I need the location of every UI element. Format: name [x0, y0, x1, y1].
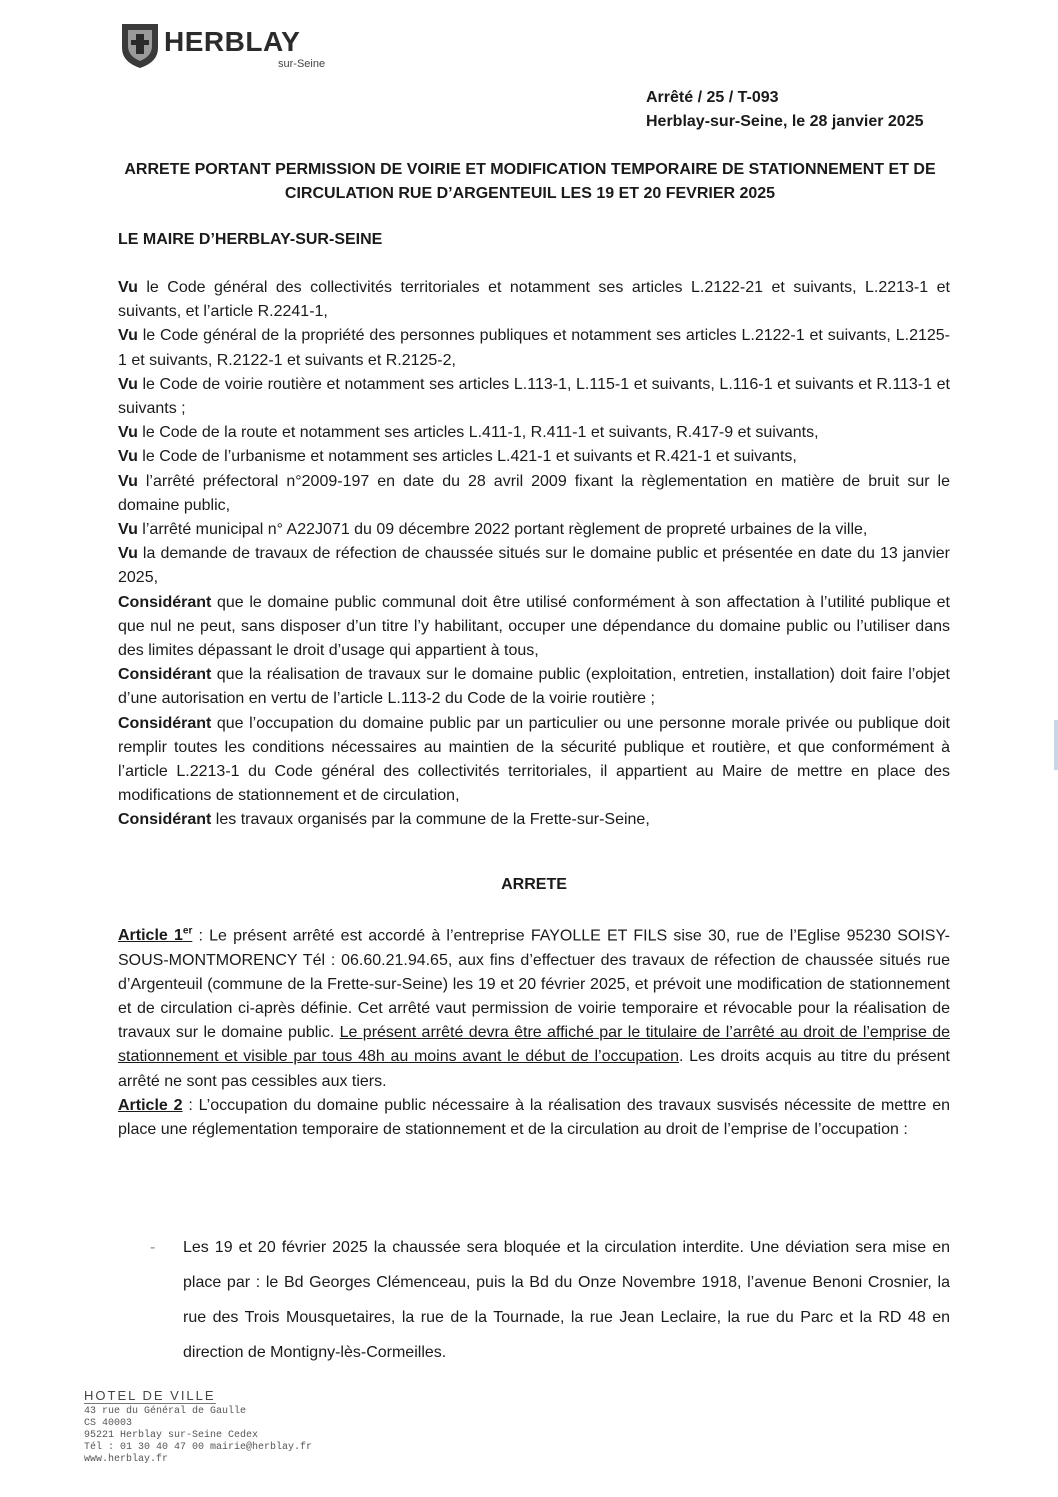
article-2: Article 2 : L’occupation du domaine public nécessaire à la réalisation des travaux susvisés nécessite de mettre en place une réglementation temporaire de stationnement et de la circulation au droit de l’emprise de l’occupation :: [118, 1096, 951, 1138]
footer-line: 43 rue du Général de Gaulle: [84, 1406, 247, 1417]
consideration-item: Considérant les travaux organisés par la commune de la Frette-sur-Seine,: [118, 811, 650, 829]
display-obligation-text: Le présent arrêté devra être affiché par le titulaire de l’arrêté au droit de l’emprise de stationnement et visible par tous 48h au moins avant le début de l’occupation: [118, 1024, 951, 1066]
herblay-logo: [118, 20, 338, 72]
consideration-item: Vu le Code général des collectivités territoriales et notamment ses articles L.2122-21 et suivants, L.2213-1 et suivants, et l’article R.2241-1,: [118, 279, 950, 321]
document-title: [110, 158, 950, 206]
title-line-1: ARRETE PORTANT PERMISSION DE VOIRIE ET MODIFICATION TEMPORAIRE DE STATIONNEMENT ET DE: [124, 161, 936, 178]
consideration-item: Vu l’arrêté municipal n° A22J071 du 09 décembre 2022 portant règlement de propreté urbaines de la ville,: [118, 521, 868, 539]
document-reference-block: [646, 86, 923, 134]
logo-name: HERBLAY: [164, 26, 301, 57]
detour-bullet: [150, 1230, 950, 1370]
article-1: Article 1er : Le présent arrêté est accordé à l’entreprise FAYOLLE ET FILS sise 30, rue de l’Eglise 95230 SOISY-SOUS-MONTMORENCY Tél : 06.60.21.94.65, aux fins d’effectuer des travaux de réfection de chaussée situés rue d’Argenteuil (commune de la Frette-sur-Seine) les 19 et 20 février 2025, et prévoit une modification de stationnement et de circulation ci-après définie. Cet arrêté vaut permission de voirie temporaire et révocable pour la réalisation de travaux sur le domaine public. Le présent arrêté devra être affiché par le titulaire de l’arrêté au droit de l’emprise de stationnement et visible par tous 48h au moins avant le début de l’occupation. Les droits acquis au titre du présent arrêté ne sont pas cessibles aux tiers.: [118, 926, 951, 1090]
footer-line: www.herblay.fr: [84, 1454, 169, 1465]
article-1-label: Article 1: [118, 927, 183, 945]
title-line-2: CIRCULATION RUE D’ARGENTEUIL LES 19 ET 20 FEVRIER 2025: [284, 185, 776, 202]
footer-address: [84, 1390, 312, 1466]
place-date: Herblay-sur-Seine, le 28 janvier 2025: [646, 113, 924, 130]
decree-number: Arrêté / 25 / T-093: [646, 89, 779, 106]
logo-subtitle: sur-Seine: [278, 58, 326, 70]
consideration-item: Vu le Code général de la propriété des personnes publiques et notamment ses articles L.2122-1 et suivants, L.2125-1 et suivants, R.2122-1 et suivants et R.2125-2,: [118, 327, 950, 369]
articles-section: [118, 920, 950, 1142]
considerations-list: [118, 276, 950, 833]
arrete-heading: ARRETE: [501, 876, 567, 893]
mayor-heading: LE MAIRE D’HERBLAY-SUR-SEINE: [118, 231, 383, 248]
consideration-item: Considérant que la réalisation de travaux sur le domaine public (exploitation, entretien, installation) doit faire l’objet d’une autorisation en vertu de l’article L.113-2 du Code de la voirie routière ;: [118, 666, 950, 708]
article-2-label: Article 2: [118, 1096, 183, 1114]
footer-line: CS 40003: [84, 1418, 133, 1429]
consideration-item: Considérant que le domaine public communal doit être utilisé conformément à son affectation à l’utilité publique et que nul ne peut, sans disposer d’un titre l’y habilitant, occuper une dépendance du domaine public ou l’utiliser dans des limites dépassant le droit d’usage qui appartient à tous,: [118, 593, 950, 660]
bullet-text: Les 19 et 20 février 2025 la chaussée sera bloquée et la circulation interdite. Une déviation sera mise en place par : le Bd Georges Clémenceau, puis la Bd du Onze Novembre 1918, l’avenue Benoni Crosnier, la rue des Trois Mousquetaires, la rue de la Tournade, la rue Jean Leclaire, la rue du Parc et la RD 48 en direction de Montigny-lès-Cormeilles.: [183, 1239, 950, 1361]
consideration-item: Considérant que l’occupation du domaine public par un particulier ou une personne morale privée ou publique doit remplir toutes les conditions nécessaires au maintien de la sécurité publique et routière, et que conformément à l’article L.2213-1 du Code général des collectivités territoriales, il appartient au Maire de mettre en place des modifications de stationnement et de circulation,: [118, 714, 950, 805]
consideration-item: Vu le Code de voirie routière et notamment ses articles L.113-1, L.115-1 et suivants, L.116-1 et suivants et R.113-1 et suivants ;: [118, 375, 950, 418]
footer-line: Tél : 01 30 40 47 00 mairie@herblay.fr: [84, 1442, 313, 1453]
footer-line: 95221 Herblay sur-Seine Cedex: [84, 1430, 259, 1441]
consideration-item: Vu la demande de travaux de réfection de chaussée situés sur le domaine public et présentée en date du 13 janvier 2025,: [118, 545, 950, 587]
consideration-item: Vu le Code de l’urbanisme et notamment ses articles L.421-1 et suivants et R.421-1 et suivants,: [118, 448, 797, 466]
footer-title: HOTEL DE VILLE: [84, 1388, 216, 1403]
scan-margin-mark: [1054, 720, 1058, 770]
city-crest-icon: [118, 20, 162, 70]
consideration-item: Vu l’arrêté préfectoral n°2009-197 en date du 28 avril 2009 fixant la règlementation en matière de bruit sur le domaine public,: [118, 472, 950, 514]
consideration-item: Vu le Code de la route et notamment ses articles L.411-1, R.411-1 et suivants, R.417-9 et suivants,: [118, 424, 819, 442]
bullet-dash: -: [150, 1239, 156, 1256]
